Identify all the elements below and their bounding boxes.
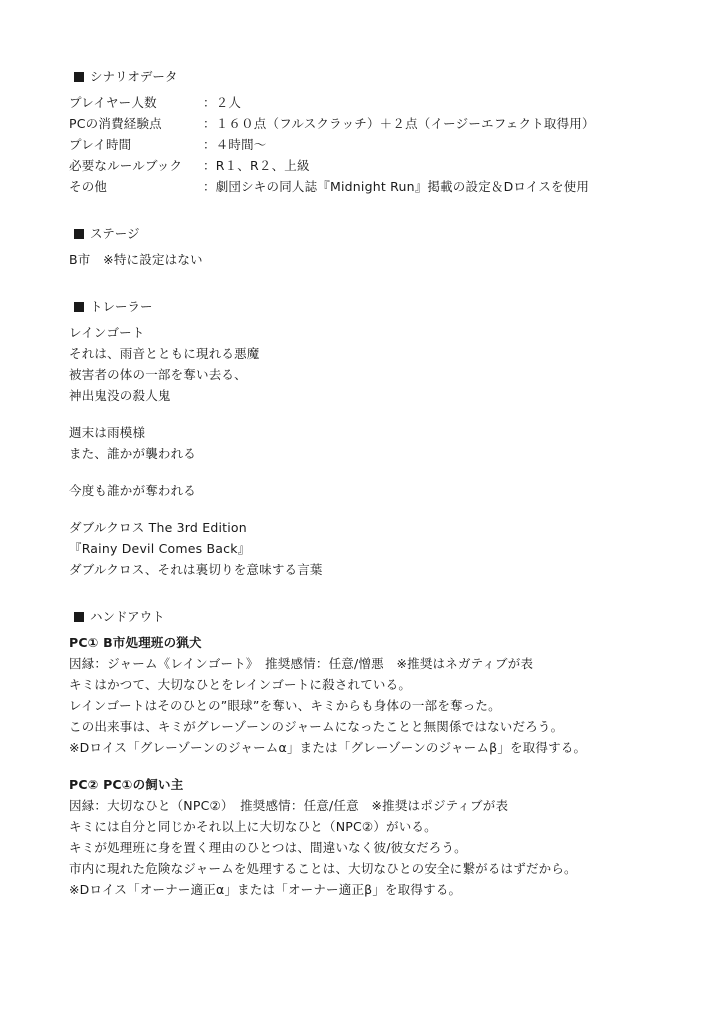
trailer-line: ダブルクロス The 3rd Edition <box>69 520 247 535</box>
pc2-title: PC② PC①の飼い主 <box>69 777 184 792</box>
trailer-line: 神出鬼没の殺人鬼 <box>69 388 171 403</box>
pc2-line: キミが処理班に身を置く理由のひとつは、間違いなく彼/彼女だろう。 <box>69 840 467 855</box>
trailer-line: 被害者の体の一部を奪い去る、 <box>69 367 247 382</box>
square-bullet-icon <box>74 612 84 622</box>
pc2-line: ※Dロイス「オーナー適正α」または「オーナー適正β」を取得する。 <box>69 882 462 897</box>
stage-text: B市 ※特に設定はない <box>69 252 203 267</box>
scenario-row: 必要なルールブック ：R１、R２、上級 <box>69 158 310 173</box>
handout-heading: ハンドアウト <box>69 606 689 628</box>
pc1-line: ※Dロイス「グレーゾーンのジャームα」または「グレーゾーンのジャームβ」を取得する。 <box>69 740 587 755</box>
trailer-line: 週末は雨模様 <box>69 425 146 440</box>
scenario-row: プレイヤー人数 ：２人 <box>69 95 242 110</box>
square-bullet-icon <box>74 229 84 239</box>
pc1-line: 因縁：ジャーム《レインゴート》 推奨感情：任意/憎悪 ※推奨はネガティブが表 <box>69 656 534 671</box>
square-bullet-icon <box>74 302 84 312</box>
document-page <box>69 66 689 900</box>
stage-heading: ステージ <box>69 223 689 245</box>
pc1-line: キミはかつて、大切なひとをレインゴートに殺されている。 <box>69 677 412 692</box>
trailer-line: 今度も誰かが奪われる <box>69 483 197 498</box>
trailer-line: ダブルクロス、それは裏切りを意味する言葉 <box>69 562 323 577</box>
scenario-data-heading: シナリオデータ <box>69 66 689 88</box>
square-bullet-icon <box>74 72 84 82</box>
scenario-row: プレイ時間 ：４時間〜 <box>69 137 267 152</box>
trailer-line: 『Rainy Devil Comes Back』 <box>69 541 251 556</box>
pc2-line: 市内に現れた危険なジャームを処理することは、大切なひとの安全に繋がるはずだから。 <box>69 861 577 876</box>
trailer-line: レインゴート <box>69 325 145 340</box>
scenario-row: PCの消費経験点 ：１６０点（フルスクラッチ）＋２点（イージーエフェクト取得用） <box>69 116 595 131</box>
pc1-title: PC① B市処理班の猟犬 <box>69 635 202 650</box>
trailer-line: それは、雨音とともに現れる悪魔 <box>69 346 260 361</box>
pc2-line: キミには自分と同じかそれ以上に大切なひと（NPC②）がいる。 <box>69 819 437 834</box>
pc2-line: 因縁：大切なひと（NPC②） 推奨感情：任意/任意 ※推奨はポジティブが表 <box>69 798 509 813</box>
trailer-heading: トレーラー <box>69 296 689 318</box>
pc1-line: レインゴートはそのひとの”眼球”を奪い、キミからも身体の一部を奪った。 <box>69 698 501 713</box>
pc1-line: この出来事は、キミがグレーゾーンのジャームになったことと無関係ではないだろう。 <box>69 719 564 734</box>
scenario-row: その他 ：劇団シキの同人誌『Midnight Run』掲載の設定＆Dロイスを使用 <box>69 179 590 194</box>
trailer-line: また、誰かが襲われる <box>69 446 197 461</box>
